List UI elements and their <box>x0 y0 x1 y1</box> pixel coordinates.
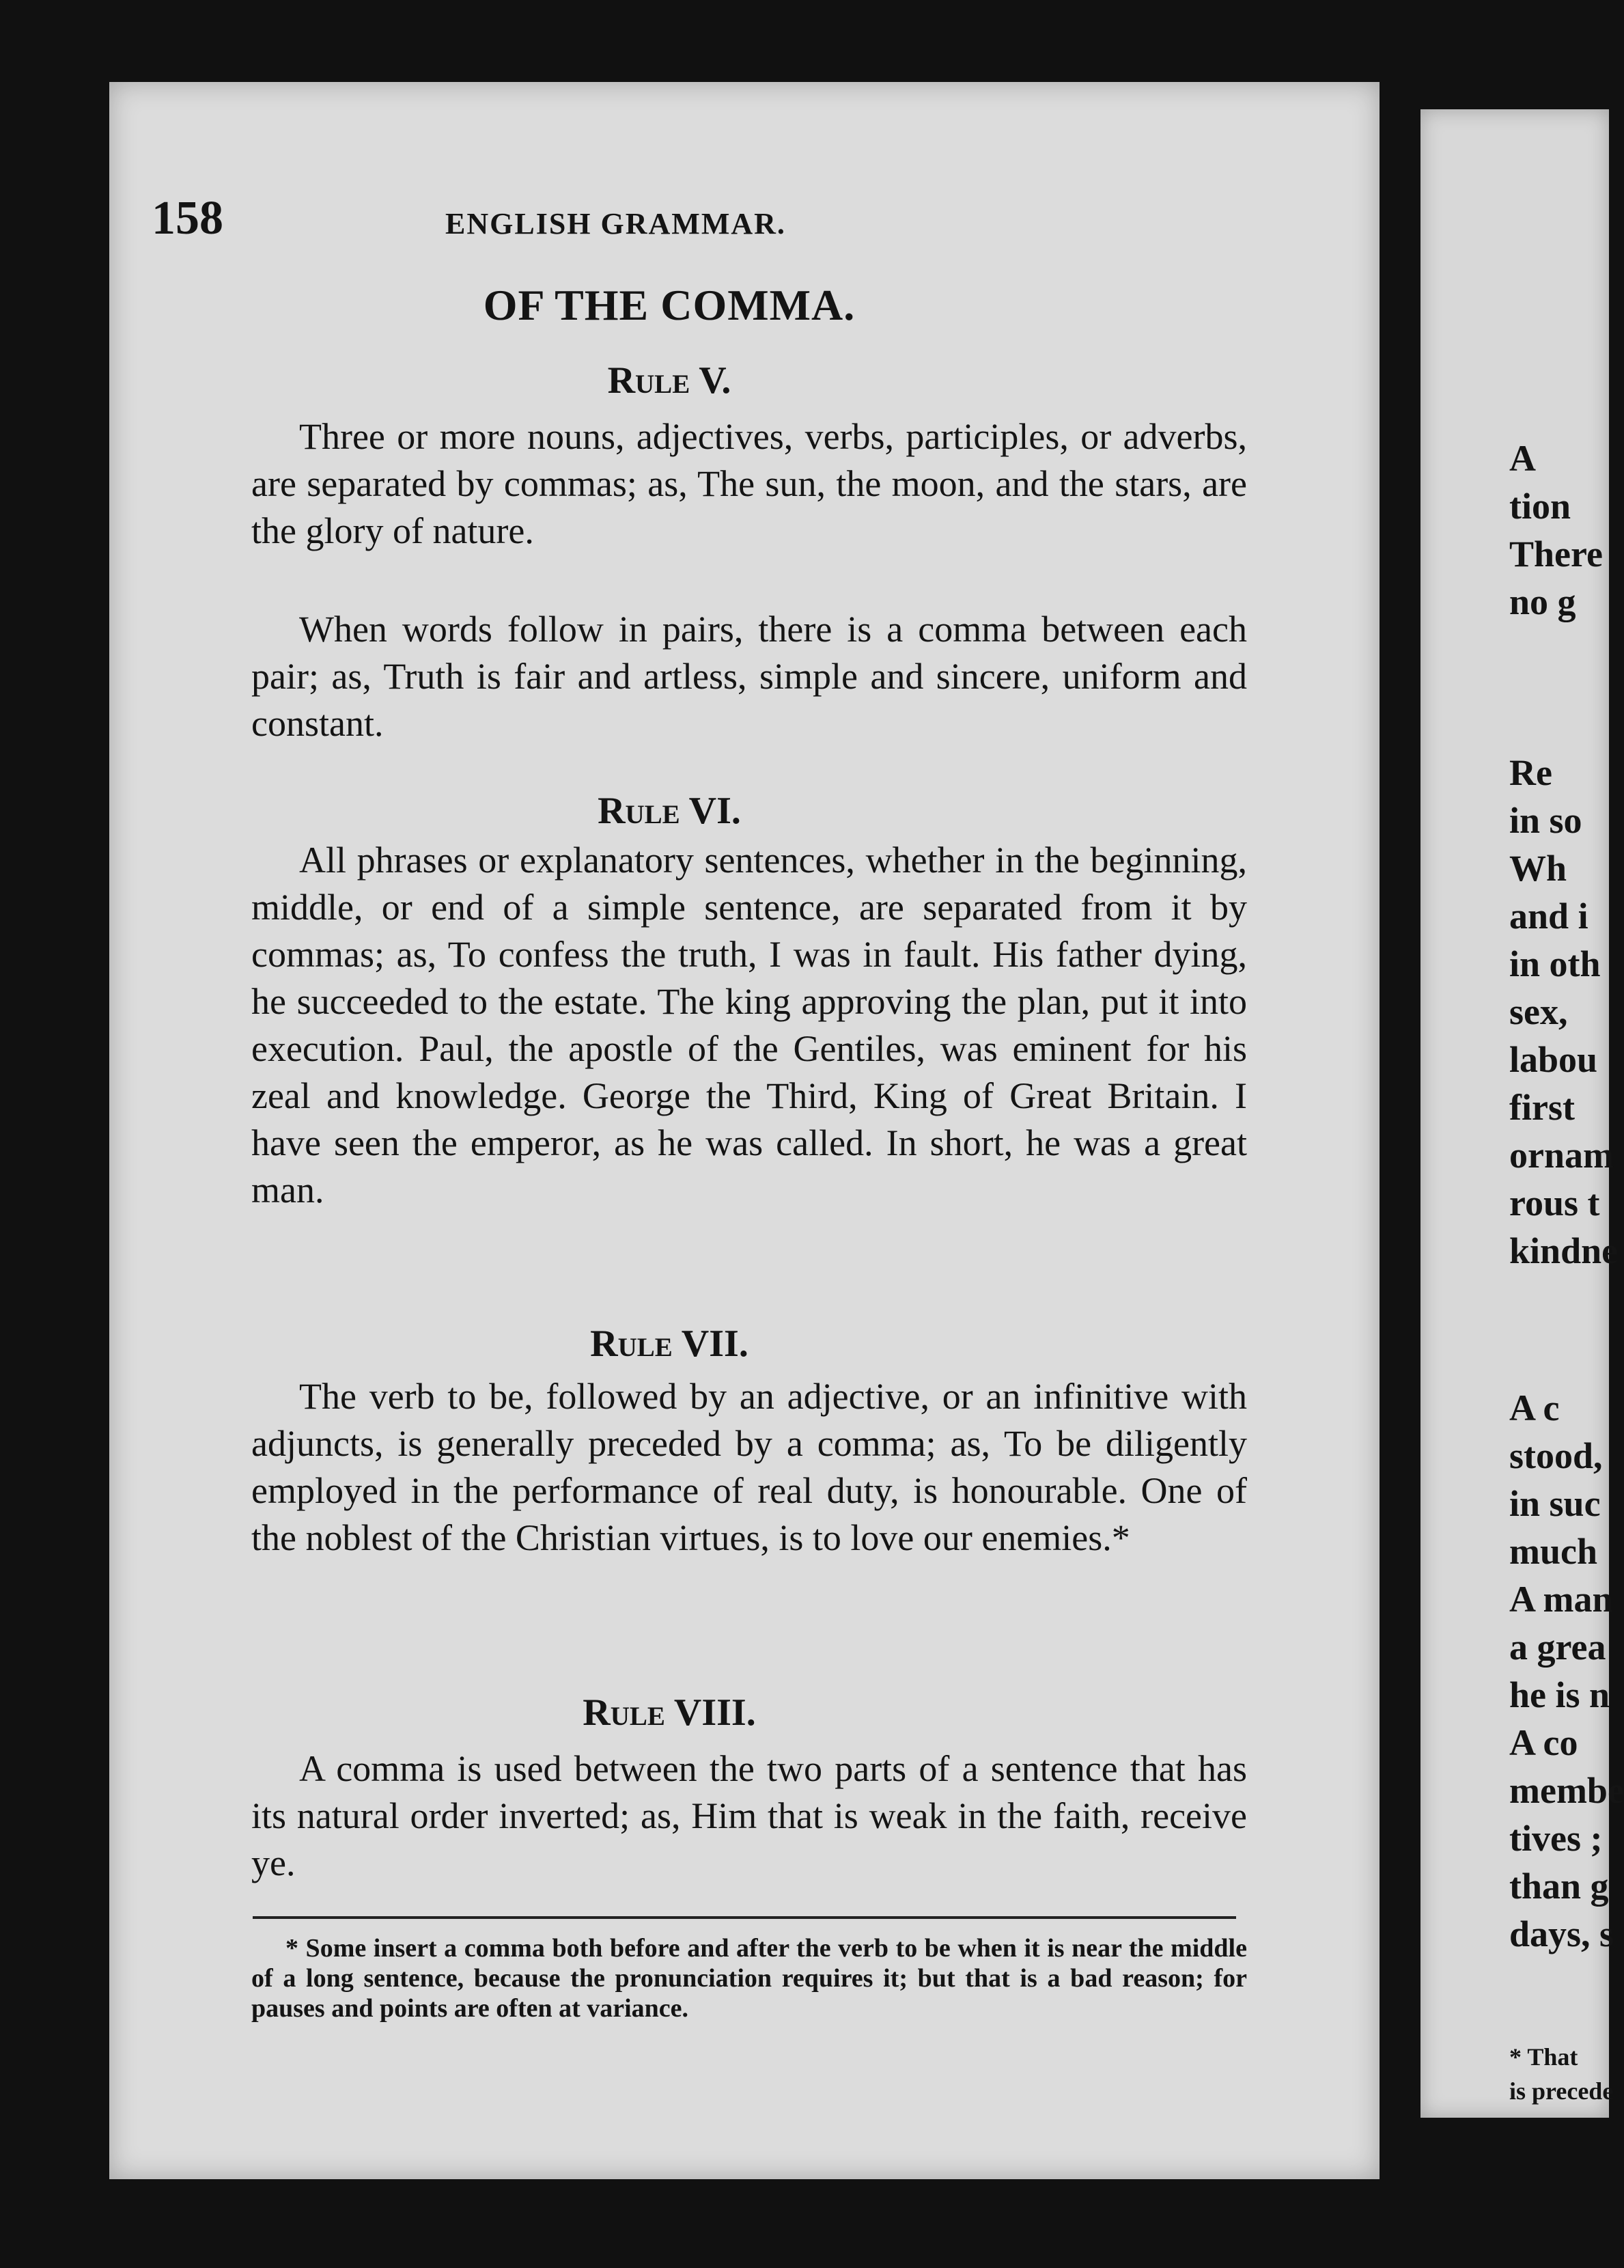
facing-page-text <box>1509 0 1624 2268</box>
facing-line: * That <box>1509 2043 1578 2071</box>
facing-line: tives ; <box>1509 1818 1603 1859</box>
facing-line: labou <box>1509 1039 1598 1080</box>
facing-line: is precede <box>1509 2077 1614 2105</box>
facing-line: There <box>1509 534 1603 575</box>
facing-line: in suc <box>1509 1483 1601 1524</box>
facing-line: kindne <box>1509 1230 1619 1271</box>
section-title: OF THE COMMA. <box>483 281 856 329</box>
facing-line: rous t <box>1509 1183 1600 1223</box>
page-header <box>152 191 1258 246</box>
paragraph: All phrases or explanatory sentences, whether in the beginning, middle, or end of a simple sentence, are separated from it by commas; as, To confess the truth, I was in fault. His father dying, he succeeded to the estate. The king approving the plan, put it into execution. Paul, the apostle of the Gentiles, was eminent for his zeal and knowledge. George the Third, King of Great Britain. I have seen the emperor, as he was called. In short, he was a great man. <box>251 840 1247 1211</box>
running-head: ENGLISH GRAMMAR. <box>445 207 786 240</box>
facing-line: and i <box>1509 896 1588 937</box>
rule-heading: Rule VIII. <box>583 1691 756 1734</box>
facing-line: no g <box>1509 581 1576 622</box>
footnote: * Some insert a comma both before and after the verb to be when it is near the middle of a long sentence, because the pronunciation requires it; but that is a bad reason; for pauses and points are often at variance. <box>251 1934 1247 2023</box>
facing-line: much <box>1509 1531 1598 1572</box>
footnote-divider <box>253 1916 1236 1919</box>
paragraph: The verb to be, followed by an adjective, or an infinitive with adjuncts, is generally preceded by a comma; as, To be diligently employed in the performance of real duty, is honourable. One of the noblest of the Christian virtues, is to love our enemies.* <box>251 1376 1247 1558</box>
paragraph: A comma is used between the two parts of a sentence that has its natural order inverted; as, Him that is weak in the faith, receive ye. <box>251 1748 1247 1883</box>
facing-line: Wh <box>1509 848 1567 889</box>
facing-line: A <box>1509 438 1536 479</box>
facing-line: in so <box>1509 800 1582 841</box>
facing-line: stood, <box>1509 1435 1603 1476</box>
facing-line: ornam <box>1509 1135 1614 1176</box>
facing-line: A man <box>1509 1579 1613 1620</box>
paragraph: When words follow in pairs, there is a comma between each pair; as, Truth is fair and artless, simple and sincere, uniform and constant. <box>251 609 1247 744</box>
facing-line: membe <box>1509 1770 1624 1811</box>
facing-line: A c <box>1509 1387 1560 1428</box>
facing-line: sex, <box>1509 991 1568 1032</box>
facing-line: Re <box>1509 752 1552 793</box>
facing-line: A co <box>1509 1722 1578 1763</box>
rule-heading: Rule VII. <box>590 1323 748 1365</box>
rule-heading: Rule VI. <box>598 790 741 832</box>
paragraph: Three or more nouns, adjectives, verbs, participles, or adverbs, are separated by commas; as, The sun, the moon, and the stars, are the glory of nature. <box>251 416 1247 551</box>
page-number: 158 <box>152 192 223 245</box>
facing-line: tion <box>1509 486 1571 527</box>
facing-line: a grea <box>1509 1627 1606 1668</box>
rule-heading: Rule V. <box>607 359 731 402</box>
facing-line: than g <box>1509 1866 1609 1907</box>
facing-line: he is n <box>1509 1674 1610 1715</box>
facing-line: days, s <box>1509 1913 1614 1954</box>
facing-line: in oth <box>1509 943 1601 984</box>
facing-line: first <box>1509 1087 1575 1128</box>
